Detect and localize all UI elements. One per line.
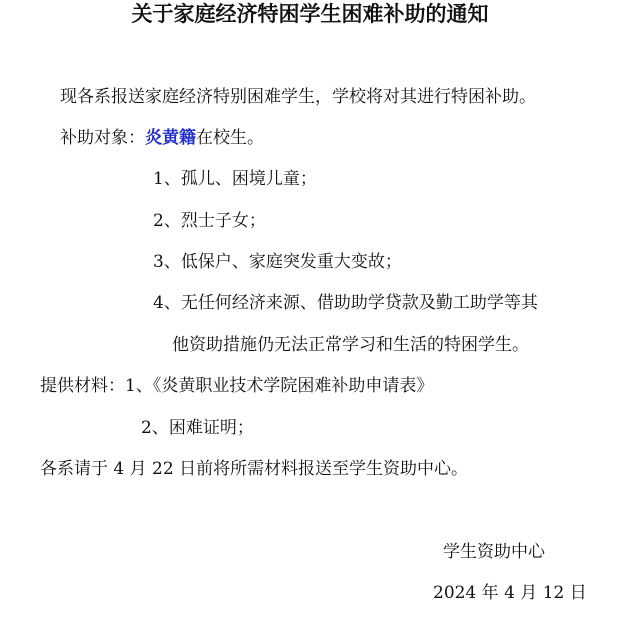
target-label: 补助对象： (60, 128, 145, 148)
intro-paragraph: 现各系报送家庭经济特别困难学生，学校将对其进行特困补助。 (60, 87, 536, 107)
deadline-paragraph: 各系请于 4 月 22 日前将所需材料报送至学生资助中心。 (40, 459, 469, 479)
target-rest: 在校生。 (196, 128, 264, 148)
target-line (60, 126, 264, 150)
material-item: 2、困难证明； (141, 418, 254, 438)
materials-line (40, 374, 433, 398)
material-item: 1、《炎黄职业技术学院困难补助申请表》 (125, 376, 434, 396)
condition-item: 2、烈士子女； (153, 211, 266, 231)
condition-item: 4、无任何经济来源、借助助学贷款及勤工助学等其 (153, 293, 538, 313)
condition-item-continued: 他资助措施仍无法正常学习和生活的特困学生。 (172, 335, 529, 355)
notice-title: 关于家庭经济特困学生困难补助的通知 (131, 1, 489, 26)
condition-item: 1、孤儿、困境儿童； (153, 169, 317, 189)
signature-date: 2024 年 4 月 12 日 (433, 583, 587, 603)
condition-item: 3、低保户、家庭突发重大变故； (153, 252, 402, 272)
signature-org: 学生资助中心 (443, 542, 545, 562)
target-highlight: 炎黄籍 (145, 128, 196, 148)
materials-label: 提供材料： (40, 376, 125, 396)
